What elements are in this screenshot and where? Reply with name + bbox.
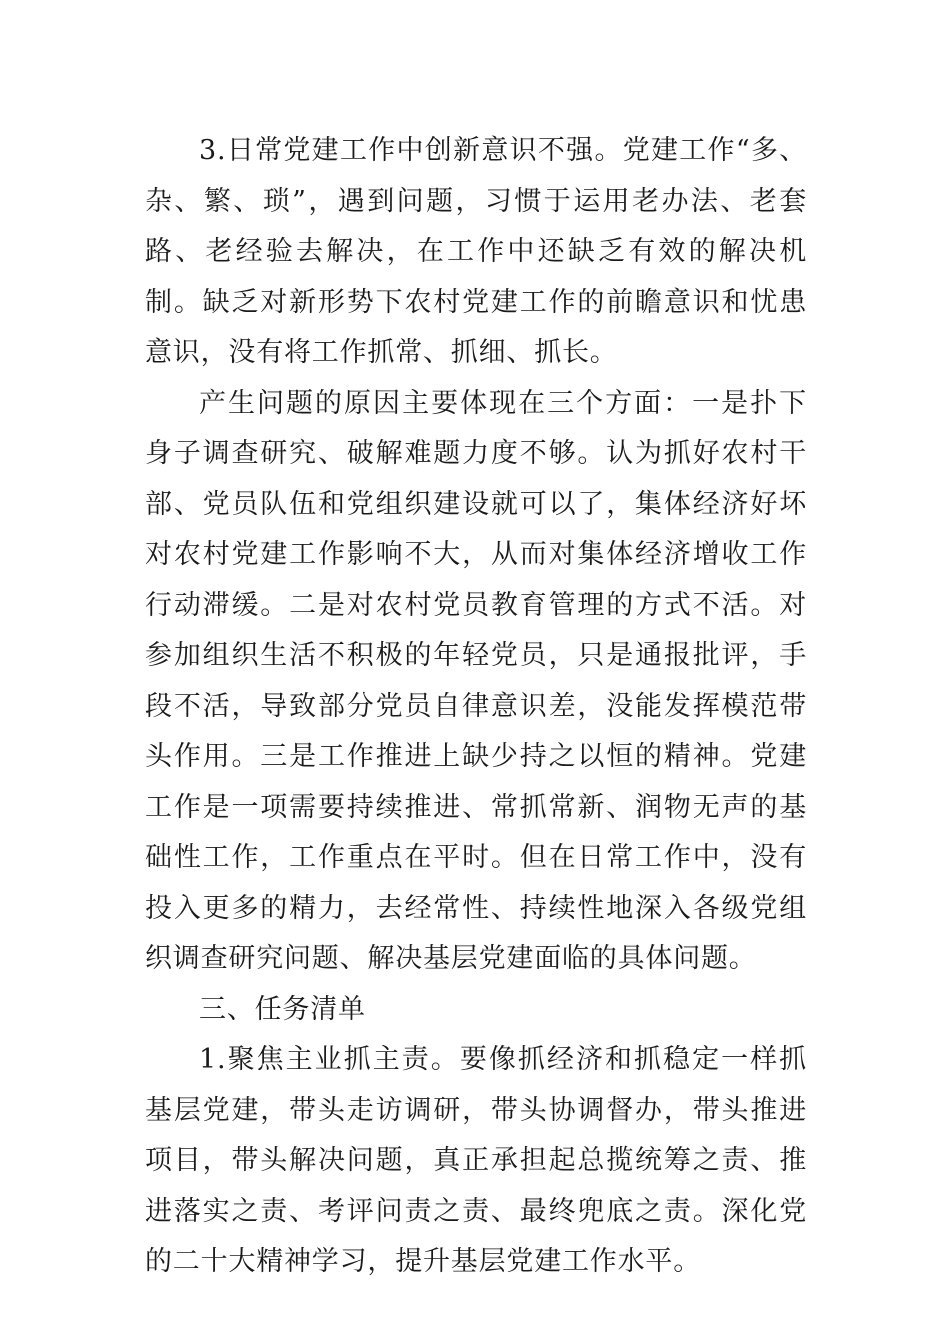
document-body xyxy=(145,126,807,1288)
paragraph-problem-causes: 产生问题的原因主要体现在三个方面：一是扑下身子调查研究、破解难题力度不够。认为抓好农村干部、党员队伍和党组织建设就可以了，集体经济好坏对农村党建工作影响不大，从而对集体经济增收工作行动滞缓。二是对农村党员教育管理的方式不活。对参加组织生活不积极的年轻党员，只是通报批评，手段不活，导致部分党员自律意识差，没能发挥模范带头作用。三是工作推进上缺少持之以恒的精神。党建工作是一项需要持续推进、常抓常新、润物无声的基础性工作，工作重点在平时。但在日常工作中，没有投入更多的精力，去经常性、持续性地深入各级党组织调查研究问题、解决基层党建面临的具体问题。 xyxy=(145,387,807,974)
paragraph-task-1: 1.聚焦主业抓主责。要像抓经济和抓稳定一样抓基层党建，带头走访调研，带头协调督办，带头推进项目，带头解决问题，真正承担起总揽统筹之责、推进落实之责、考评问责之责、最终兜底之责。深化党的二十大精神学习，提升基层党建工作水平。 xyxy=(145,1044,807,1277)
paragraph-innovation-awareness: 3.日常党建工作中创新意识不强。党建工作“多、杂、繁、琐”，遇到问题，习惯于运用老办法、老套路、老经验去解决，在工作中还缺乏有效的解决机制。缺乏对新形势下农村党建工作的前瞻意识和忧患意识，没有将工作抓常、抓细、抓长。 xyxy=(145,135,807,368)
section-heading-task-list: 三、任务清单 xyxy=(199,993,366,1025)
